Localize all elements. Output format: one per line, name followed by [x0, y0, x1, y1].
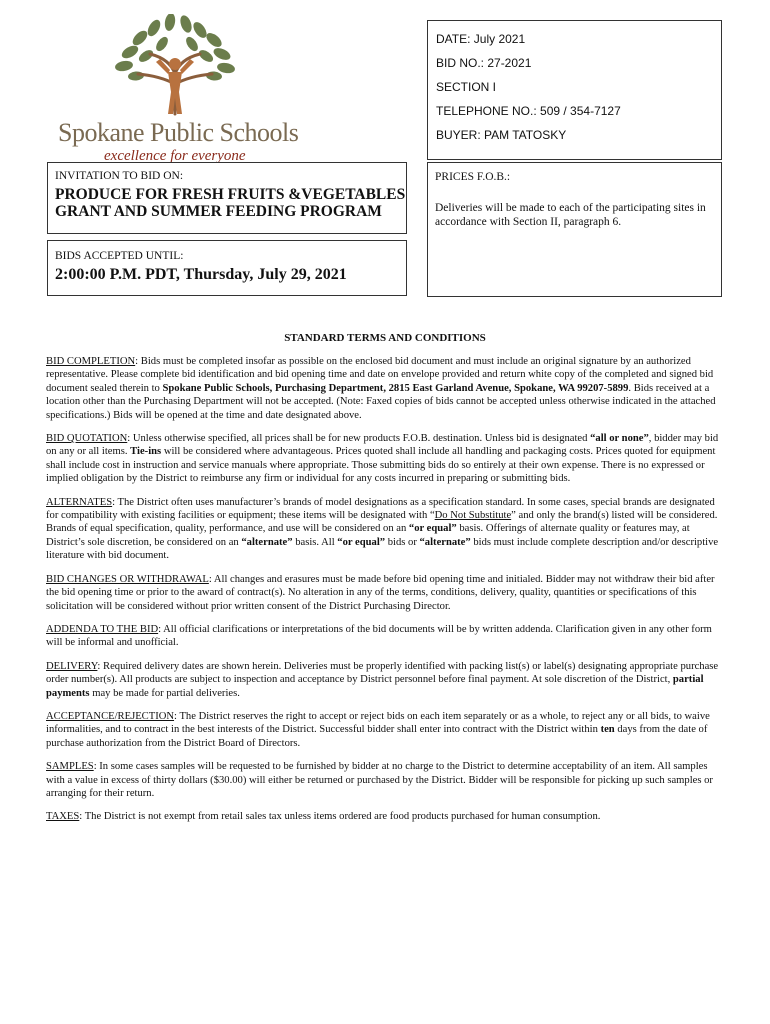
- bid-quotation-heading: BID QUOTATION: [46, 433, 128, 445]
- bid-changes-paragraph: BID CHANGES OR WITHDRAWAL: All changes and erasures must be made before bid opening time and initialed. Bidder may not withdraw their bid after the bid opening time or prior to the award of contract(s). No alteration in any of the terms, conditions, delivery, quality, quantities or specifications of this solicitation will be considered without prior written consent of the District Purchasing Director.: [46, 573, 715, 612]
- prices-fob-label: PRICES F.O.B.:: [435, 171, 511, 183]
- prices-fob-box: [427, 162, 722, 297]
- bid-number: BID NO.: 27-2021: [436, 56, 532, 70]
- bid-changes-heading: BID CHANGES OR WITHDRAWAL: [46, 573, 209, 585]
- delivery-heading: DELIVERY: [46, 660, 98, 672]
- addenda-paragraph: ADDENDA TO THE BID: All official clarifications or interpretations of the bid documents will be by written addenda. Clarification given in any other form will be informal and unofficial.: [46, 623, 712, 649]
- samples-heading: SAMPLES: [46, 761, 94, 773]
- tree-icon: [110, 14, 240, 118]
- acceptance-paragraph: ACCEPTANCE/REJECTION: The District reserves the right to accept or reject bids on each item separately or as a whole, to reject any or all bids, to waive informalities, and to contract in the best interests of the District. Successful bidder shall enter into contract with the District within ten days from the date of purchase authorization from the District Board of Directors.: [46, 710, 710, 749]
- bid-title-line-2: GRANT AND SUMMER FEEDING PROGRAM: [55, 203, 382, 220]
- taxes-heading: TAXES: [46, 811, 80, 823]
- bid-completion-paragraph: BID COMPLETION: Bids must be completed insofar as possible on the enclosed bid document and must include an original signature by an authorized representative. Please complete bid identification and bid opening time and date on envelope provided and return white copy of the completed and signed bid document sealed therein to Spokane Public Schools, Purchasing Department, 2815 East Garland Avenue, Spokane, WA 99207-5899. Bids received at a location other than the Purchasing Department will not be accepted. (Note: Faxed copies of bids cannot be accepted unless otherwise indicated in the attached specifications.) Bids will be opened at the time and date designated above.: [46, 356, 716, 421]
- section-label: SECTION I: [436, 80, 497, 94]
- bid-info-box: [427, 20, 722, 160]
- addenda-heading: ADDENDA TO THE BID: [46, 623, 159, 635]
- alternates-heading: ALTERNATES: [46, 496, 113, 508]
- samples-paragraph: SAMPLES: In some cases samples will be requested to be furnished by bidder at no charge to the District to determine acceptability of an item. All samples with a value in excess of thirty dollars ($30.00) will either be returned or purchased by the District. Bidder will be responsible for picking up such samples or arranging for their return.: [46, 761, 713, 799]
- invitation-box: [47, 162, 407, 234]
- acceptance-heading: ACCEPTANCE/REJECTION: [46, 710, 175, 722]
- delivery-note: Deliveries will be made to each of the participating sites in accordance with Section II, paragraph 6.: [435, 202, 706, 228]
- bid-completion-heading: BID COMPLETION: [46, 356, 136, 367]
- bids-accepted-label: BIDS ACCEPTED UNTIL:: [55, 250, 184, 262]
- school-name: Spokane Public Schools: [58, 118, 299, 147]
- buyer-name: BUYER: PAM TATOSKY: [436, 128, 567, 142]
- telephone-number: TELEPHONE NO.: 509 / 354-7127: [436, 104, 621, 118]
- terms-title: STANDARD TERMS AND CONDITIONS: [284, 332, 486, 344]
- taxes-paragraph: TAXES: The District is not exempt from retail sales tax unless items ordered are food products purchased for human consumption.: [46, 811, 601, 823]
- school-tagline: excellence for everyone: [104, 148, 246, 164]
- alternates-paragraph: ALTERNATES: The District often uses manufacturer’s brands of model designations as a specification standard. In some cases, special brands are designated for compatibility with existing facilities or equipment; these items will be designated with “Do Not Substitute” and only the brand(s) listed will be considered. Brands of equal specification, quality, performance, and use will be considered on an “or equal” basis. Offerings of alternate quality or features may, at District’s sole discretion, be considered on an “alternate” basis. All “or equal” bids or “alternate” bids must include complete description and/or descriptive literature with bid document.: [46, 496, 719, 562]
- bid-title-line-1: PRODUCE FOR FRESH FRUITS &VEGETABLES: [55, 186, 406, 203]
- bids-accepted-deadline: 2:00:00 P.M. PDT, Thursday, July 29, 2021: [55, 266, 347, 283]
- bid-date: DATE: July 2021: [436, 32, 526, 46]
- purchasing-address: Spokane Public Schools, Purchasing Department, 2815 East Garland Avenue, Spokane, WA 99207-5899: [162, 382, 629, 394]
- terms-body: [46, 355, 720, 834]
- school-logo: [52, 14, 312, 164]
- bids-accepted-box: [47, 240, 407, 296]
- delivery-paragraph: DELIVERY: Required delivery dates are shown herein. Deliveries must be properly identified with packing list(s) or label(s) designating appropriate purchase order number(s). All products are subject to inspection and acceptance by District personnel before final payment. At sole discretion of the District, partial payments may be made for partial deliveries.: [46, 660, 719, 699]
- bid-quotation-paragraph: BID QUOTATION: Unless otherwise specified, all prices shall be for new products F.O.B. destination. Unless bid is designated “all or none”, bidder may bid on any or all items. Tie-ins will be considered where advantageous. Prices quoted shall include all handling and packaging costs. Prices quoted for equipment shall include cost in instruction and service manuals where appropriate. Those submitting bids do so entirely at their own expense. There is no expressed or implied obligation by the District to reimburse any firm or individual for any costs incurred in preparing or submitting bids.: [46, 433, 719, 485]
- invitation-label: INVITATION TO BID ON:: [55, 170, 184, 182]
